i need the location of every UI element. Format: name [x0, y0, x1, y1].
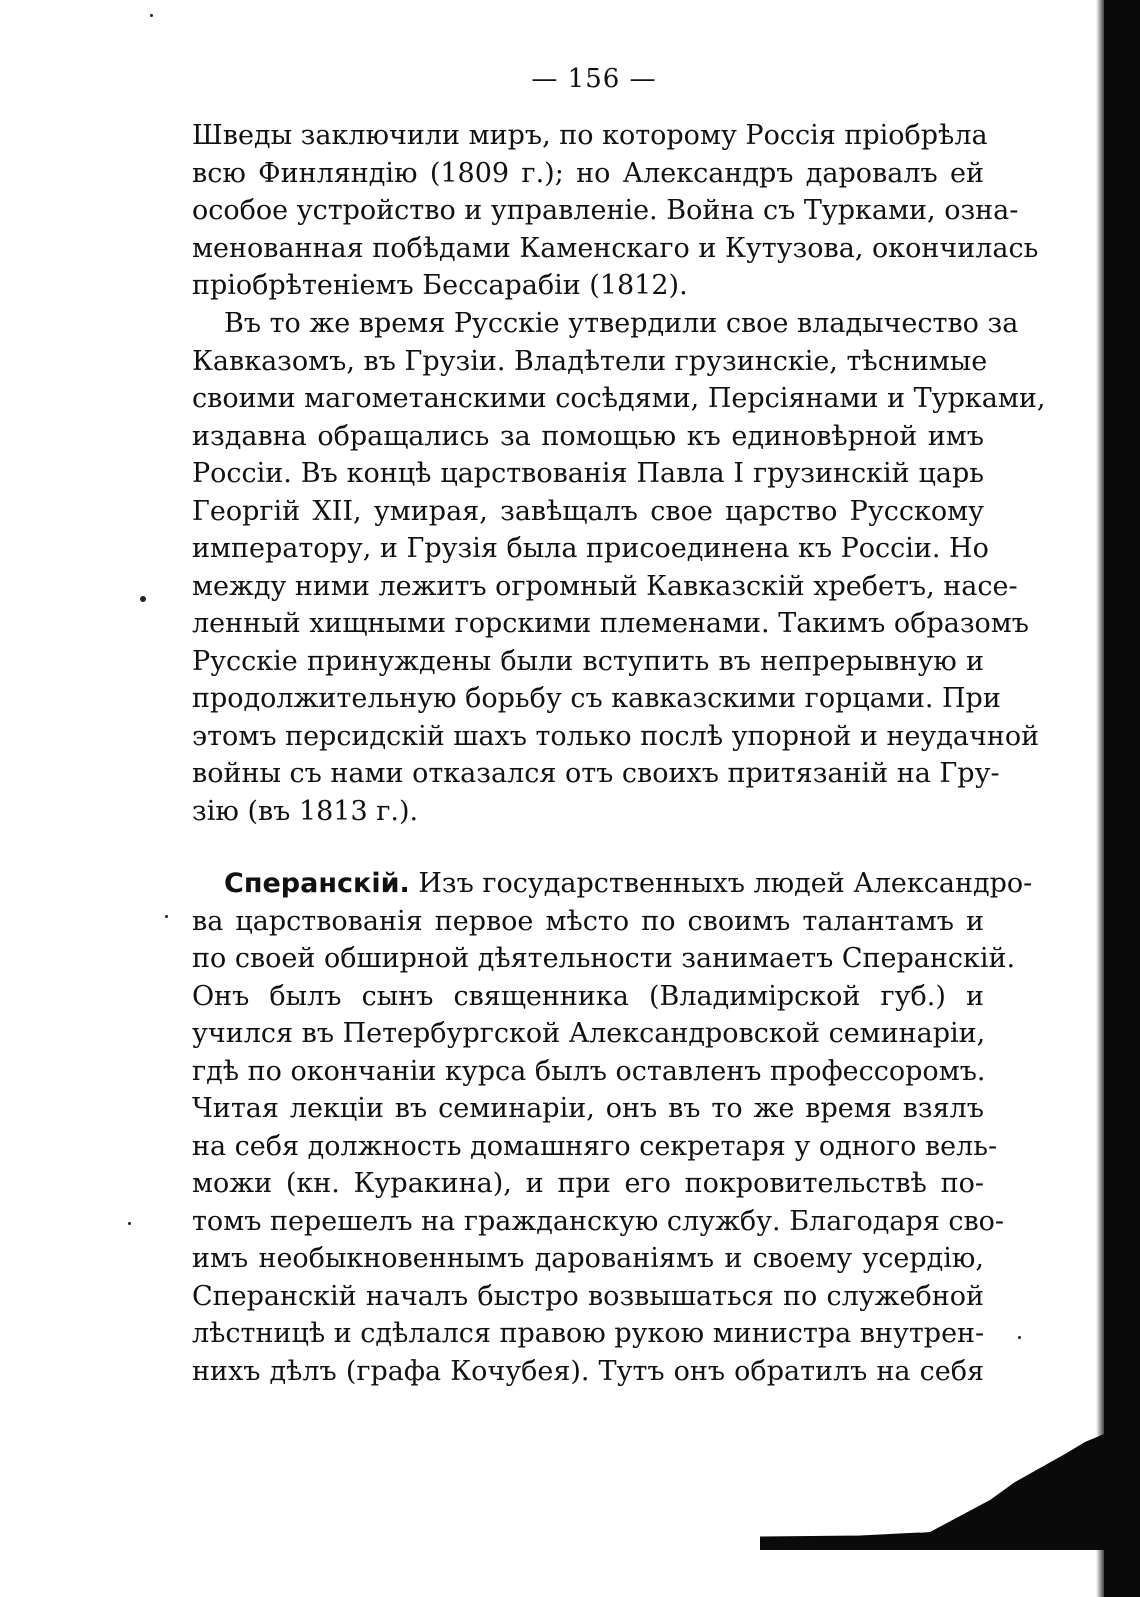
- text-line: томъ перешелъ на гражданскую службу. Благодаря сво-: [192, 1205, 1005, 1237]
- text-line: пріобрѣтеніемъ Бессарабіи (1812).: [192, 270, 688, 301]
- text-line: Россіи. Въ концѣ царствованія Павла I грузинскій царь: [192, 458, 984, 489]
- scan-edge: [1104, 0, 1140, 1597]
- scan-edge-gradient: [1096, 0, 1104, 1597]
- text-line: Онъ былъ сынъ священника (Владимірской губ.) и: [192, 980, 984, 1012]
- text-line: Георгій XII, умирая, завѣщалъ свое царство Русскому: [192, 495, 984, 527]
- text-line: императору, и Грузія была присоединена къ Россіи. Но: [192, 533, 989, 564]
- text-line: лѣстницѣ и сдѣлался правою рукою министра внутрен-: [192, 1318, 985, 1349]
- text-line: гдѣ по окончаніи курса былъ оставленъ профессоромъ.: [192, 1055, 986, 1087]
- text-line: Въ то же время Русскіе утвердили свое владычество за: [224, 308, 1019, 339]
- text-line-heading: [192, 865, 1033, 903]
- text-line: учился въ Петербургской Александровской семинаріи,: [192, 1018, 986, 1049]
- text-line: ва царствованія первое мѣсто по своимъ талантамъ и: [192, 905, 984, 937]
- text-line: издавна обращались за помощью къ единовѣрной имъ: [192, 420, 984, 452]
- text-line: своими магометанскими сосѣдями, Персіянами и Турками,: [192, 383, 1046, 414]
- paragraph-caucasus: [192, 305, 1046, 830]
- text-line: зію (въ 1813 г.).: [192, 795, 419, 827]
- scan-speck: [140, 596, 146, 602]
- text-line: Кавказомъ, въ Грузіи. Владѣтели грузинскіе, тѣснимые: [192, 345, 988, 377]
- text-line: Сперанскій началъ быстро возвышаться по служебной: [192, 1280, 984, 1312]
- text-line: Русскіе принуждены были вступить въ непрерывную и: [192, 645, 984, 677]
- text-line: нихъ дѣлъ (графа Кочубея). Тутъ онъ обратилъ на себя: [192, 1355, 984, 1387]
- text-line: можи (кн. Куракина), и при его покровительствѣ по-: [192, 1168, 984, 1199]
- text-line: войны съ нами отказался отъ своихъ притязаній на Гру-: [192, 758, 1000, 789]
- scan-corner-smudge: [760, 1420, 1104, 1550]
- scan-speck: [150, 14, 153, 17]
- scan-speck: [165, 915, 168, 918]
- page-number: — 156 —: [531, 64, 657, 94]
- text-line: на себя должность домашняго секретаря у одного вель-: [192, 1130, 998, 1162]
- text-line: между ними лежитъ огромный Кавказскій хребетъ, насе-: [192, 570, 1018, 602]
- text-line: Шведы заключили миръ, по которому Россія пріобрѣла: [192, 120, 988, 151]
- text-line: Читая лекціи въ семинаріи, онъ въ то же время взялъ: [192, 1093, 984, 1124]
- scan-speck: [128, 1222, 131, 1225]
- paragraph-speransky: [192, 865, 1033, 1390]
- heading-line-rest: Изъ государственныхъ людей Александро-: [409, 868, 1033, 899]
- text-line: менованная побѣдами Каменскаго и Кутузова, окончилась: [192, 232, 1039, 264]
- section-heading: Сперанскій.: [224, 868, 410, 899]
- text-line: продолжительную борьбу съ кавказскими горцами. При: [192, 683, 1001, 714]
- text-line: особое устройство и управленіе. Война съ Турками, озна-: [192, 195, 1019, 226]
- text-line: этомъ персидскій шахъ только послѣ упорной и неудачной: [192, 720, 1040, 752]
- text-line: по своей обширной дѣятельности занимаетъ Сперанскій.: [192, 943, 1016, 974]
- paragraph-sweden-turkey: [192, 117, 1039, 305]
- text-line: имъ необыкновеннымъ дарованіямъ и своему усердію,: [192, 1243, 984, 1274]
- scan-speck: [1018, 1336, 1021, 1339]
- text-line: ленный хищными горскими племенами. Такимъ образомъ: [192, 608, 1029, 639]
- text-line: всю Финляндію (1809 г.); но Александръ даровалъ ей: [192, 157, 984, 189]
